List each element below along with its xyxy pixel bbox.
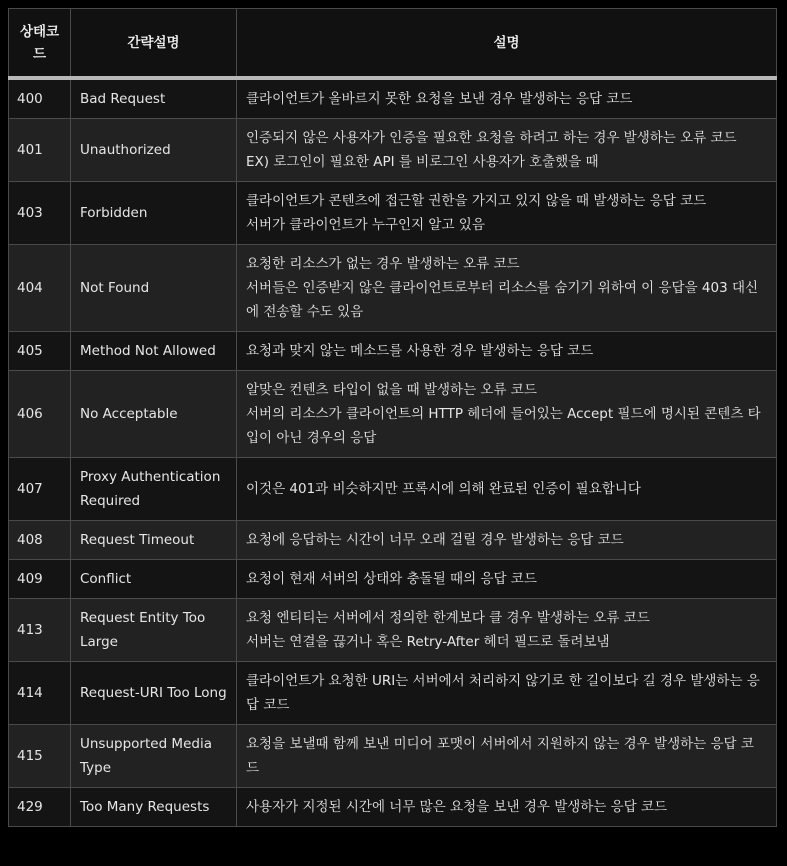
status-code-cell: 407 [9,458,71,521]
table-row [9,78,777,119]
description-line: 서버들은 인증받지 않은 클라이언트로부터 리소스를 숨기기 위하여 이 응답을 403 대신에 전송할 수도 있음 [246,280,759,320]
description-cell [237,245,777,332]
table-row [9,599,777,662]
description-line: 요청을 보낼때 함께 보낸 미디어 포맷이 서버에서 지원하지 않는 경우 발생하는 응답 코드 [246,736,754,776]
description-cell [237,119,777,182]
table-row [9,458,777,521]
summary-cell: Not Found [71,245,237,332]
description-cell [237,182,777,245]
summary-cell: Conflict [71,560,237,599]
description-line: 서버의 리소스가 클라이언트의 HTTP 헤더에 들어있는 Accept 필드에 명시된 콘텐츠 타입이 아닌 경우의 응답 [246,406,761,446]
description-cell [237,788,777,827]
description-line: 클라이언트가 요청한 URI는 서버에서 처리하지 않기로 한 길이보다 길 경우 발생하는 응답 코드 [246,673,760,713]
table-row [9,332,777,371]
description-line: 요청이 현재 서버의 상태와 충돌될 때의 응답 코드 [246,571,537,587]
status-code-cell: 404 [9,245,71,332]
table-row [9,521,777,560]
description-cell [237,458,777,521]
description-line: 요청과 맞지 않는 메소드를 사용한 경우 발생하는 응답 코드 [246,343,594,359]
status-code-cell: 415 [9,725,71,788]
header-status-code: 상태코드 [9,9,71,79]
summary-cell: Request-URI Too Long [71,662,237,725]
description-line: 인증되지 않은 사용자가 인증을 필요한 요청을 하려고 하는 경우 발생하는 오류 코드 [246,130,737,146]
summary-cell: Too Many Requests [71,788,237,827]
summary-cell: Bad Request [71,78,237,119]
table-row [9,371,777,458]
table-row [9,245,777,332]
description-line: 클라이언트가 올바르지 못한 요청을 보낸 경우 발생하는 응답 코드 [246,91,633,107]
table-body [9,78,777,827]
status-code-cell: 413 [9,599,71,662]
table-header [9,9,777,79]
description-cell [237,725,777,788]
summary-cell: Unauthorized [71,119,237,182]
description-line: 사용자가 지정된 시간에 너무 많은 요청을 보낸 경우 발생하는 응답 코드 [246,799,668,815]
description-cell [237,521,777,560]
description-cell [237,78,777,119]
status-code-table [8,8,777,827]
summary-cell: No Acceptable [71,371,237,458]
header-row [9,9,777,79]
status-code-cell: 405 [9,332,71,371]
header-summary: 간략설명 [71,9,237,79]
summary-cell: Method Not Allowed [71,332,237,371]
header-description: 설명 [237,9,777,79]
status-code-cell: 403 [9,182,71,245]
status-code-cell: 408 [9,521,71,560]
description-line: 알맞은 컨텐츠 타입이 없을 때 발생하는 오류 코드 [246,382,537,398]
summary-cell: Unsupported Media Type [71,725,237,788]
description-line: 서버가 클라이언트가 누구인지 알고 있음 [246,217,485,233]
table-row [9,788,777,827]
description-cell [237,560,777,599]
status-code-cell: 401 [9,119,71,182]
description-line: 요청에 응답하는 시간이 너무 오래 걸릴 경우 발생하는 응답 코드 [246,532,624,548]
summary-cell: Request Entity Too Large [71,599,237,662]
description-line: 요청한 리소스가 없는 경우 발생하는 오류 코드 [246,256,520,272]
description-line: 이것은 401과 비슷하지만 프록시에 의해 완료된 인증이 필요합니다 [246,481,641,497]
summary-cell: Proxy Authentication Required [71,458,237,521]
table-row [9,119,777,182]
table-row [9,725,777,788]
description-line: 서버는 연결을 끊거나 혹은 Retry-After 헤더 필드로 돌려보냄 [246,634,610,650]
status-code-cell: 429 [9,788,71,827]
status-code-cell: 414 [9,662,71,725]
description-cell [237,332,777,371]
table-row [9,182,777,245]
status-code-cell: 400 [9,78,71,119]
status-code-cell: 406 [9,371,71,458]
description-cell [237,599,777,662]
description-cell [237,662,777,725]
summary-cell: Forbidden [71,182,237,245]
status-code-table-container [8,8,776,827]
description-line: 요청 엔티티는 서버에서 정의한 한계보다 클 경우 발생하는 오류 코드 [246,610,650,626]
description-line: EX) 로그인이 필요한 API 를 비로그인 사용자가 호출했을 때 [246,154,599,170]
status-code-cell: 409 [9,560,71,599]
description-cell [237,371,777,458]
description-line: 클라이언트가 콘텐츠에 접근할 권한을 가지고 있지 않을 때 발생하는 응답 코드 [246,193,707,209]
table-row [9,560,777,599]
table-row [9,662,777,725]
summary-cell: Request Timeout [71,521,237,560]
